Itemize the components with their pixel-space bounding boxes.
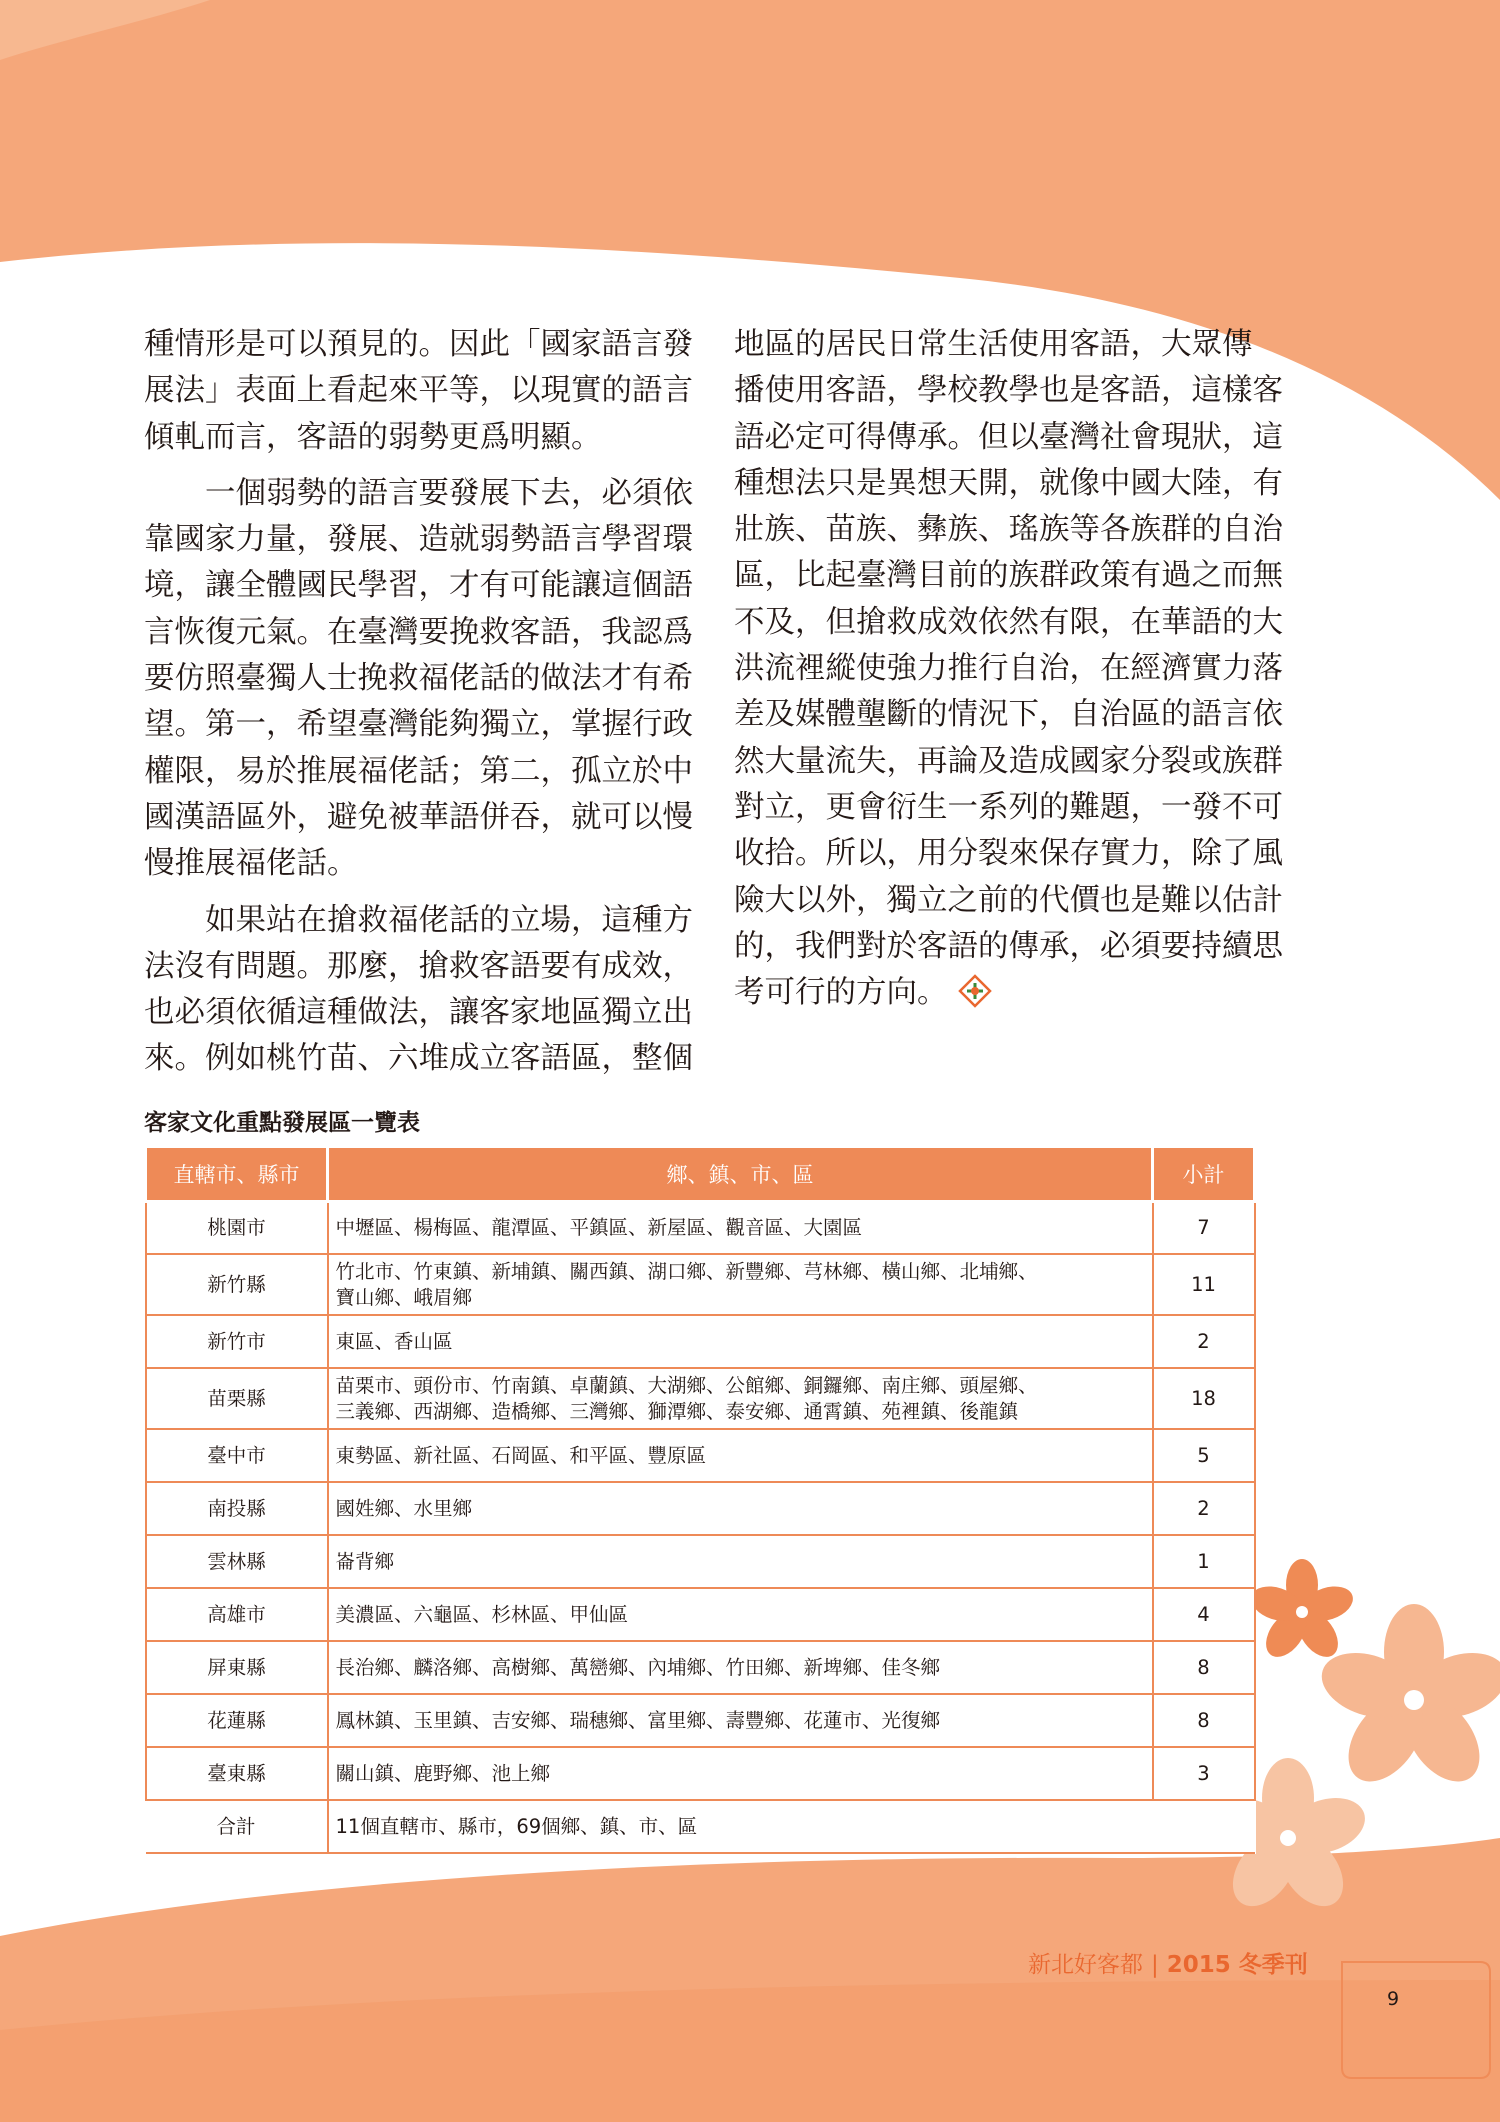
- subtotal-cell: 7: [1153, 1201, 1255, 1254]
- subtotal-cell: 18: [1153, 1368, 1255, 1429]
- city-cell: 臺東縣: [146, 1747, 328, 1800]
- districts-cell: 東勢區、新社區、石岡區、和平區、豐原區: [328, 1429, 1153, 1482]
- table-row: [146, 1747, 1255, 1800]
- city-cell: 苗栗縣: [146, 1368, 328, 1429]
- city-cell: 雲林縣: [146, 1535, 328, 1588]
- subtotal-cell: 4: [1153, 1588, 1255, 1641]
- subtotal-cell: 5: [1153, 1429, 1255, 1482]
- table-header-row: [146, 1148, 1255, 1201]
- subtotal-cell: 8: [1153, 1641, 1255, 1694]
- paragraph: 地區的居民日常生活使用客語，大眾傳 播使用客語，學校教學也是客語，這樣客 語必定可得傳承。但以臺灣社會現狀，這 種想法只是異想天開，就像中國大陸，有 壯族、苗族、彝族、瑤族等各族群的自治 區，比起臺灣目前的族群政策有過之而無 不及，但搶救成效依然有限，在華語的大 洪流裡縱使強力推行自治，在經濟實力落 差及媒體壟斷的情況下，自治區的語言依 然大量流失，再論及造成國家分裂或族群 對立，更會衍生一系列的難題，一發不可 收拾。所以，用分裂來保存實力，除了風 險大以外，獨立之前的代價也是難以估計 的，我們對於客語的傳承，必須要持續思 考可行的方向。: [734, 327, 1283, 1011]
- districts-cell: 關山鎮、鹿野鄉、池上鄉: [328, 1747, 1153, 1800]
- districts-cell: 竹北市、竹東鎮、新埔鎮、關西鎮、湖口鄉、新豐鄉、芎林鄉、橫山鄉、北埔鄉、 寶山鄉、峨眉鄉: [328, 1254, 1153, 1315]
- paragraph: 種情形是可以預見的。因此「國家語言發 展法」表面上看起來平等，以現實的語言 傾軋而言，客語的弱勢更爲明顯。: [144, 327, 693, 455]
- city-cell: 臺中市: [146, 1429, 328, 1482]
- districts-cell: 美濃區、六龜區、杉林區、甲仙區: [328, 1588, 1153, 1641]
- city-cell: 桃園市: [146, 1201, 328, 1254]
- districts-cell: 長治鄉、麟洛鄉、高樹鄉、萬巒鄉、內埔鄉、竹田鄉、新埤鄉、佳冬鄉: [328, 1641, 1153, 1694]
- subtotal-cell: 2: [1153, 1482, 1255, 1535]
- footer-separator: |: [1151, 1952, 1159, 1978]
- city-cell: 高雄市: [146, 1588, 328, 1641]
- paragraph: 一個弱勢的語言要發展下去，必須依 靠國家力量，發展、造就弱勢語言學習環 境，讓全體國民學習，才有可能讓這個語 言恢復元氣。在臺灣要挽救客語，我認爲 要仿照臺獨人士挽救福佬話的做法才有希 望。第一，希望臺灣能夠獨立，掌握行政 權限，易於推展福佬話；第二，孤立於中 國漢語區外，避免被華語併吞，就可以慢 慢推展福佬話。: [144, 475, 693, 882]
- districts-cell: 崙背鄉: [328, 1535, 1153, 1588]
- subtotal-cell: 1: [1153, 1535, 1255, 1588]
- footer-magazine-title: [1028, 1946, 1308, 1979]
- body-text-right-column: [734, 322, 1290, 1016]
- districts-cell: 中壢區、楊梅區、龍潭區、平鎮區、新屋區、觀音區、大園區: [328, 1201, 1153, 1254]
- table-title: 客家文化重點發展區一覽表: [144, 1110, 420, 1136]
- city-cell: 新竹市: [146, 1315, 328, 1368]
- districts-cell: 國姓鄉、水里鄉: [328, 1482, 1153, 1535]
- paragraph: 如果站在搶救福佬話的立場，這種方 法沒有問題。那麼，搶救客語要有成效， 也必須依循這種做法，讓客家地區獨立出 來。例如桃竹苗、六堆成立客語區，整個: [144, 902, 693, 1077]
- column-header-subtotal: 小計: [1153, 1148, 1255, 1201]
- column-header-city: 直轄市、縣市: [146, 1148, 328, 1201]
- page-number: 9: [1387, 1988, 1400, 2010]
- table-row: [146, 1429, 1255, 1482]
- table-row: [146, 1694, 1255, 1747]
- subtotal-cell: 11: [1153, 1254, 1255, 1315]
- body-text-left-column: [144, 322, 700, 1083]
- total-label-cell: 合計: [146, 1800, 328, 1853]
- subtotal-cell: 3: [1153, 1747, 1255, 1800]
- table-row: [146, 1201, 1255, 1254]
- districts-cell: 東區、香山區: [328, 1315, 1153, 1368]
- table-row: [146, 1368, 1255, 1429]
- city-cell: 屏東縣: [146, 1641, 328, 1694]
- city-cell: 南投縣: [146, 1482, 328, 1535]
- table-row: [146, 1315, 1255, 1368]
- issue-label: 2015 冬季刊: [1166, 1952, 1308, 1978]
- city-cell: 新竹縣: [146, 1254, 328, 1315]
- total-summary-cell: 11個直轄市、縣市，69個鄉、鎮、市、區: [328, 1800, 1255, 1853]
- subtotal-cell: 8: [1153, 1694, 1255, 1747]
- magazine-name: 新北好客都: [1028, 1952, 1143, 1978]
- table-row: [146, 1482, 1255, 1535]
- column-header-districts: 鄉、鎮、市、區: [328, 1148, 1153, 1201]
- table-row: [146, 1535, 1255, 1588]
- city-cell: 花蓮縣: [146, 1694, 328, 1747]
- hakka-emblem-end-mark-icon: [958, 974, 992, 1008]
- districts-cell: 鳳林鎮、玉里鎮、吉安鄉、瑞穗鄉、富里鄉、壽豐鄉、花蓮市、光復鄉: [328, 1694, 1153, 1747]
- districts-cell: 苗栗市、頭份市、竹南鎮、卓蘭鎮、大湖鄉、公館鄉、銅鑼鄉、南庄鄉、頭屋鄉、 三義鄉、西湖鄉、造橋鄉、三灣鄉、獅潭鄉、泰安鄉、通霄鎮、苑裡鎮、後龍鎮: [328, 1368, 1153, 1429]
- table-total-row: [146, 1800, 1255, 1853]
- table-row: [146, 1641, 1255, 1694]
- hakka-regions-table: [144, 1148, 1256, 1854]
- table-row: [146, 1254, 1255, 1315]
- table-row: [146, 1588, 1255, 1641]
- subtotal-cell: 2: [1153, 1315, 1255, 1368]
